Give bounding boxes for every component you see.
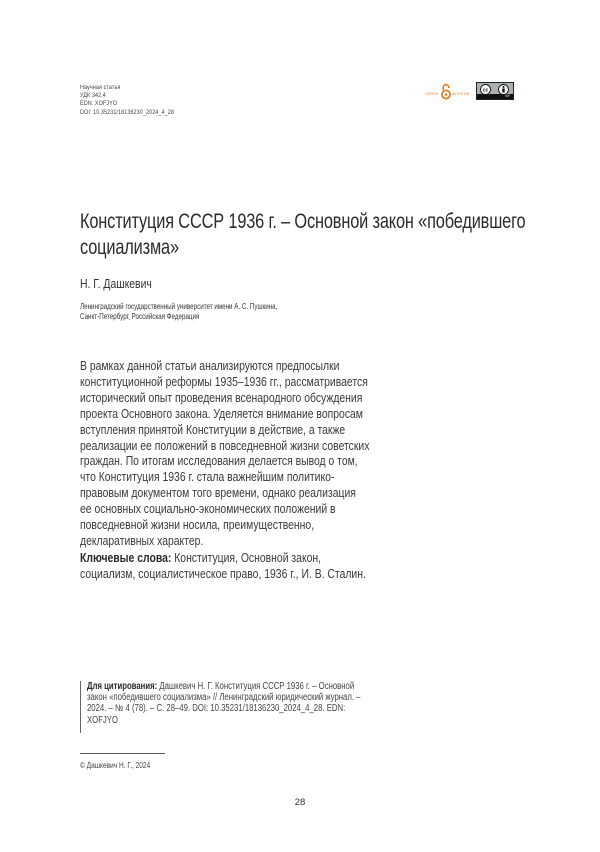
copyright-notice: © Дашкевич Н. Г., 2024 [80,761,151,770]
citation-label: Для цитирования: [87,681,158,692]
author-name: Н. Г. Дашкевич [80,276,152,291]
doi-link[interactable]: DOI: 10.35231/18136230_2024_4_28 [80,108,174,116]
open-access-badge [426,82,472,102]
open-access-word-right: ACCESS [452,91,470,96]
page-number: 28 [294,797,306,808]
udk-code: УДК 342.4 [80,92,106,100]
affiliation-line-2: Санкт-Петербург, Российская Федерация [80,312,200,321]
open-access-word-left: OPEN [426,91,439,96]
footnote-divider [80,753,165,754]
citation-block [80,681,370,733]
section-label: Научная статья [80,84,121,91]
open-access-lock-icon [441,83,451,100]
license-tag: BY [477,94,513,99]
edn-code: EDN: XOFJYO [80,100,118,108]
abstract-text: В рамках данной статьи анализируются предпосылки конституционной реформы 1935–1936 гг., рассматривается исторический опыт проведения всенародного обсуждения проекта Основного закона. Уделяется внимание вопросам вступления принятой Конституции в действие, а также реализации ее положений в повседневной жизни советских граждан. По итогам исследования делается вывод о том, что Конституция 1936 г. стала важнейшим политико-правовым документом того времени, однако реализация ее основных социально-экономических положений в повседневной жизни носила, преимущественно, декларативных характер. [80,358,370,548]
author-affiliation [80,302,277,322]
abstract-block [80,358,370,582]
citation-text: Дашкевич Н. Г. Конституция СССР 1936 г. – Основной закон «победившего социализма» // Ленинградский юридический журнал. – 2024. – № 4 (78). – С. 28–49. DOI: 10.35231/18136230_2024_4_28. EDN: XOFJYO [87,681,361,726]
svg-text:cc: cc [482,87,489,94]
keywords-text: Конституция, Основной закон, социализм, социалистическое право, 1936 г., И. В. Сталин. [80,549,366,581]
article-title: Конституция СССР 1936 г. – Основной закон «победившего социализма» [80,209,526,259]
cc-license-badge[interactable] [476,82,514,100]
keywords-label: Ключевые слова: [80,549,172,565]
article-metadata [80,84,174,117]
affiliation-line-1: Ленинградский государственный университет имени А. С. Пушкина, [80,302,278,311]
keywords [80,550,370,582]
